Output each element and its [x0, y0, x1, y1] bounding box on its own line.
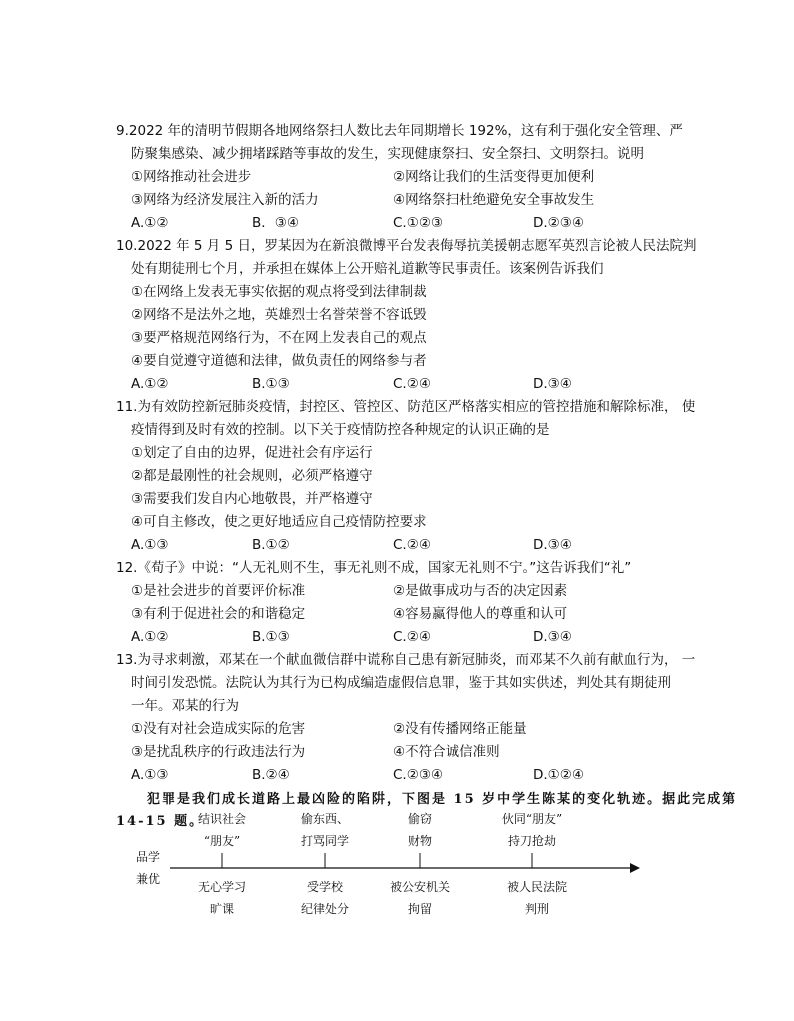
option-d[interactable]: D.③④ — [533, 629, 572, 645]
option-a[interactable]: A.①③ — [131, 537, 169, 553]
option-c[interactable]: C.①②③ — [393, 215, 444, 231]
statement: ④不符合诚信准则 — [393, 744, 500, 760]
timeline-top-label: 结识社会 “朋友” — [197, 812, 246, 848]
statement: ③有利于促进社会的和谐稳定 — [131, 606, 306, 622]
timeline-top-label: 偷窃 财物 — [407, 812, 432, 848]
question-10-stem-line-2: 处有期徒刑七个月，并承担在媒体上公开赔礼道歉等民事责任。该案例告诉我们 — [131, 261, 604, 277]
option-d[interactable]: D.①②④ — [533, 767, 584, 783]
option-c[interactable]: C.②④ — [393, 537, 431, 553]
question-13-stem-line-1: 13.为寻求刺激，邓某在一个献血微信群中谎称自己患有新冠肺炎，而邓某不久前有献血行为， 一 — [116, 652, 696, 668]
question-number: 9. — [116, 123, 129, 139]
timeline-bottom-label: 被公安机关 拘留 — [389, 880, 450, 916]
option-c[interactable]: C.②③④ — [393, 767, 444, 783]
option-a[interactable]: A.①② — [131, 629, 169, 645]
statement: ④网络祭扫杜绝避免安全事故发生 — [393, 192, 595, 208]
statement: ②是做事成功与否的决定因素 — [393, 583, 568, 599]
question-10-stem-line-1: 10.2022 年 5 月 5 日，罗某因为在新浪微博平台发表侮辱抗美援朝志愿军英烈言论被人民法院判 — [116, 238, 697, 254]
question-12-stem-line-1: 12.《荀子》中说：“人无礼则不生，事无礼则不成，国家无礼则不宁。”这告诉我们“礼” — [116, 560, 632, 576]
question-number: 12. — [116, 560, 138, 576]
option-b[interactable]: B.①③ — [252, 629, 290, 645]
timeline-arrowhead — [630, 863, 640, 873]
statement: ②都是最刚性的社会规则，必须严格遵守 — [131, 468, 373, 484]
statement: ④可自主修改，使之更好地适应自己疫情防控要求 — [131, 514, 427, 530]
option-b[interactable]: B．③④ — [252, 215, 299, 231]
option-d[interactable]: D.③④ — [533, 376, 572, 392]
statement: ②网络不是法外之地，英雄烈士名誉荣誉不容诋毁 — [131, 307, 427, 323]
statement: ④容易赢得他人的尊重和认可 — [393, 606, 568, 622]
option-d[interactable]: D.②③④ — [533, 215, 584, 231]
option-c[interactable]: C.②④ — [393, 629, 431, 645]
timeline-bottom-label: 无心学习 旷课 — [197, 880, 246, 916]
question-11-stem-line-2: 疫情得到及时有效的控制。以下关于疫情防控各种规定的认识正确的是 — [131, 422, 550, 438]
question-9-stem-line-2: 防聚集感染、减少拥堵踩踏等事故的发生，实现健康祭扫、安全祭扫、文明祭扫。说明 — [131, 146, 644, 162]
option-d[interactable]: D.③④ — [533, 537, 572, 553]
option-b[interactable]: B.①③ — [252, 376, 290, 392]
statement: ③是扰乱秩序的行政违法行为 — [131, 744, 306, 760]
statement: ②网络让我们的生活变得更加便利 — [393, 169, 595, 185]
timeline-bottom-label: 被人民法院 判刑 — [506, 880, 567, 916]
option-a[interactable]: A.①② — [131, 215, 169, 231]
statement: ①网络推动社会进步 — [131, 169, 252, 185]
timeline-start-label: 品学 兼优 — [135, 850, 160, 886]
option-c[interactable]: C.②④ — [393, 376, 431, 392]
material-intro-line-2: 14-15 题。 — [116, 814, 205, 829]
statement: ①划定了自由的边界，促进社会有序运行 — [131, 445, 373, 461]
option-b[interactable]: B.②④ — [252, 767, 290, 783]
question-13-stem-line-3: 一年。邓某的行为 — [131, 698, 239, 714]
material-intro-line-1: 犯罪是我们成长道路上最凶险的陷阱，下图是 15 岁中学生陈某的变化轨迹。据此完成第 — [147, 792, 738, 807]
option-a[interactable]: A.①② — [131, 376, 169, 392]
statement: ①在网络上发表无事实依据的观点将受到法律制裁 — [131, 284, 427, 300]
statement: ④要自觉遵守道德和法律，做负责任的网络参与者 — [131, 353, 427, 369]
option-a[interactable]: A.①③ — [131, 767, 169, 783]
statement: ①是社会进步的首要评价标准 — [131, 583, 306, 599]
statement: ①没有对社会造成实际的危害 — [131, 721, 306, 737]
question-13-stem-line-2: 时间引发恐慌。法院认为其行为已构成编造虚假信息罪，鉴于其如实供述，判处其有期徒刑 — [131, 675, 671, 691]
statement: ③网络为经济发展注入新的活力 — [131, 192, 319, 208]
question-11-stem-line-1: 11.为有效防控新冠肺炎疫情，封控区、管控区、防范区严格落实相应的管控措施和解除标准， 使 — [116, 399, 696, 415]
statement: ③要严格规范网络行为，不在网上发表自己的观点 — [131, 330, 427, 346]
timeline-bottom-label: 受学校 纪律处分 — [300, 880, 349, 916]
timeline-top-label: 伙同“朋友” 持刀抢劫 — [501, 812, 563, 848]
question-9-stem-line-1: 9.2022 年的清明节假期各地网络祭扫人数比去年同期增长 192%，这有利于强化安全管理、严 — [116, 123, 683, 139]
question-number: 13. — [116, 652, 138, 668]
question-number: 11. — [116, 399, 138, 415]
statement: ②没有传播网络正能量 — [393, 721, 527, 737]
statement: ③需要我们发自内心地敬畏，并严格遵守 — [131, 491, 373, 507]
option-b[interactable]: B.①② — [252, 537, 290, 553]
question-number: 10. — [116, 238, 138, 254]
timeline-top-label: 偷东西、 打骂同学 — [300, 812, 349, 848]
